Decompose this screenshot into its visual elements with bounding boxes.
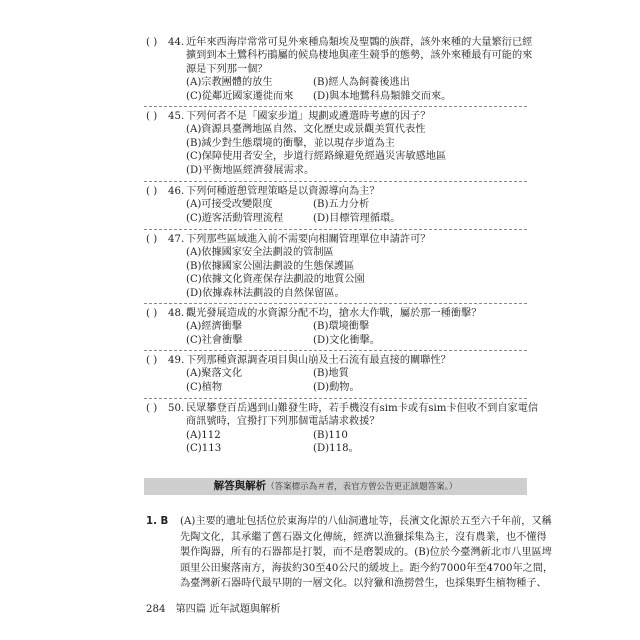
question-number: 49. (168, 355, 185, 366)
explanation-line: 製作陶器，所有的石器都是打製，而不是磨製成的。(B)位於今臺灣新北市八里區埤 (180, 547, 552, 559)
answer-section-header (144, 478, 527, 495)
option-a: (A)經濟衝擊 (186, 321, 243, 333)
option-d: (D)文化衝擊。 (313, 334, 381, 346)
option-c: (C)保障使用者安全，步道行經路線避免經過災害敏感地區 (186, 151, 447, 163)
question-line: 擴到到本土鷺科朽鵑屬的候鳥棲地與產生競爭的態勢，該外來種最有可能的來 (186, 50, 533, 62)
answer-explanation (180, 514, 554, 592)
option-b: (B)五力分析 (313, 199, 370, 211)
question-text (186, 185, 526, 198)
answer-paren: ( ) (146, 308, 158, 319)
question-text (186, 402, 539, 429)
option-d: (D)平衡地區經濟發展需求。 (186, 164, 315, 176)
option-b: (B)經人為飼養後逃出 (313, 77, 410, 89)
question-line: 觀光發展造成的水資源分配不均，搶水大作戰，屬於那一種衝擊？ (186, 308, 482, 319)
option-a: (A)依據國家安全法劃設的管制區 (186, 247, 334, 259)
answer-number: 1. B (146, 516, 169, 527)
question-line: 近年來西海岸常常可見外來種鳥類埃及聖䴉的族群，該外來種的大量繁衍已經 (186, 37, 533, 48)
explanation-line: 先陶文化，其承繼了舊石器文化傳統，經濟以漁獵採集為主，沒有農業，也不懂得 (180, 531, 547, 543)
question-47 (146, 233, 526, 300)
question-text (186, 110, 526, 123)
question-line: 源是下列那一個？ (186, 63, 268, 75)
explanation-line: 為臺灣新石器時代最早期的一層文化。以狩獵和漁撈營生，也採集野生植物種子、 (180, 578, 547, 590)
option-d: (D)118。 (313, 443, 359, 455)
option-d: (D)與本地鷺科鳥類雜交而來。 (313, 90, 452, 102)
option-b: (B)110 (313, 429, 348, 441)
answer-paren: ( ) (146, 403, 158, 414)
question-text (186, 233, 526, 246)
option-c: (C)植物 (186, 381, 223, 393)
question-49 (146, 354, 526, 394)
question-line: 商訊號時，宜撥打下列那個電話請求救援？ (186, 416, 380, 428)
answer-section-note: （答案標示為＃者，表官方曾公告更正該題答案。） (266, 482, 458, 492)
question-45 (146, 110, 526, 177)
options (186, 320, 526, 347)
question-line: 下列何者不是「國家步道」規劃或遴選時考慮的因子？ (186, 111, 431, 122)
question-number: 44. (168, 37, 185, 48)
divider (144, 106, 527, 107)
option-a: (A)聚落文化 (186, 368, 243, 380)
option-c: (C)從鄰近國家遷徙而來 (186, 90, 294, 102)
option-d: (D)依據森林法劃設的自然保留區。 (186, 287, 345, 299)
divider (144, 303, 527, 304)
divider (144, 350, 527, 351)
question-text (186, 36, 533, 76)
divider (144, 181, 527, 182)
option-a: (A)資源具臺灣地區自然、文化歷史或景觀美質代表性 (186, 124, 426, 136)
option-c: (C)依據文化資產保存法劃設的地質公園 (186, 274, 365, 286)
question-46 (146, 185, 526, 225)
option-a: (A)112 (186, 429, 221, 441)
question-line: 下列那種資源調查項目與山崩及土石流有最直接的關聯性？ (186, 355, 451, 366)
section-title: 第四篇 近年試題與解析 (175, 604, 281, 615)
divider (144, 229, 527, 230)
question-number: 45. (168, 111, 185, 122)
question-line: 下列何種遊憩管理策略是以資源導向為主？ (186, 186, 380, 197)
options (186, 123, 526, 177)
question-number: 46. (168, 186, 185, 197)
question-line: 下列那些區域進入前不需要向相關管理單位申請許可？ (186, 234, 431, 245)
question-line: 民眾攀登百岳遇到山難發生時，若手機沒有sim卡或有sim卡但收不到自家電信 (186, 403, 539, 414)
options (186, 198, 526, 225)
options (186, 76, 526, 103)
question-number: 47. (168, 234, 185, 245)
option-c: (C)社會衝擊 (186, 334, 243, 346)
option-a: (A)宗教團體的放生 (186, 77, 273, 89)
option-b: (B)地質 (313, 368, 349, 380)
answer-paren: ( ) (146, 234, 158, 245)
page-number: 284 (146, 604, 166, 615)
option-b: (B)依據國家公園法劃設的生態保護區 (186, 260, 355, 272)
option-b: (B)減少對生態環境的衝擊，並以現存步道為主 (186, 137, 395, 149)
option-a: (A)可接受改變限度 (186, 199, 273, 211)
option-c: (C)113 (186, 443, 222, 455)
options (186, 246, 526, 300)
question-number: 48. (168, 308, 185, 319)
question-44 (146, 36, 533, 103)
question-50 (146, 402, 539, 456)
answer-paren: ( ) (146, 111, 158, 122)
explanation-line: (A)主要的遺址包括位於東海岸的八仙洞遺址等，長濱文化源於五至六千年前，又稱 (180, 516, 552, 527)
answer-section-title: 解答與解析 (213, 480, 267, 492)
option-b: (B)環境衝擊 (313, 321, 370, 333)
option-c: (C)遊客活動管理流程 (186, 212, 284, 224)
answer-paren: ( ) (146, 37, 158, 48)
question-number: 50. (168, 403, 185, 414)
option-d: (D)目標管理循環。 (313, 212, 401, 224)
answer-paren: ( ) (146, 186, 158, 197)
divider (144, 398, 527, 399)
page-footer (146, 600, 281, 615)
options (186, 367, 526, 394)
question-text (186, 307, 526, 320)
explanation-line: 頭里公田聚落南方，海拔約30至40公尺的緩坡上。距今約7000年至4700年之間， (180, 562, 554, 574)
answer-1 (146, 514, 554, 592)
answer-paren: ( ) (146, 355, 158, 366)
question-text (186, 354, 526, 367)
options (186, 429, 526, 456)
question-48 (146, 307, 526, 347)
option-d: (D)動物。 (313, 381, 360, 393)
